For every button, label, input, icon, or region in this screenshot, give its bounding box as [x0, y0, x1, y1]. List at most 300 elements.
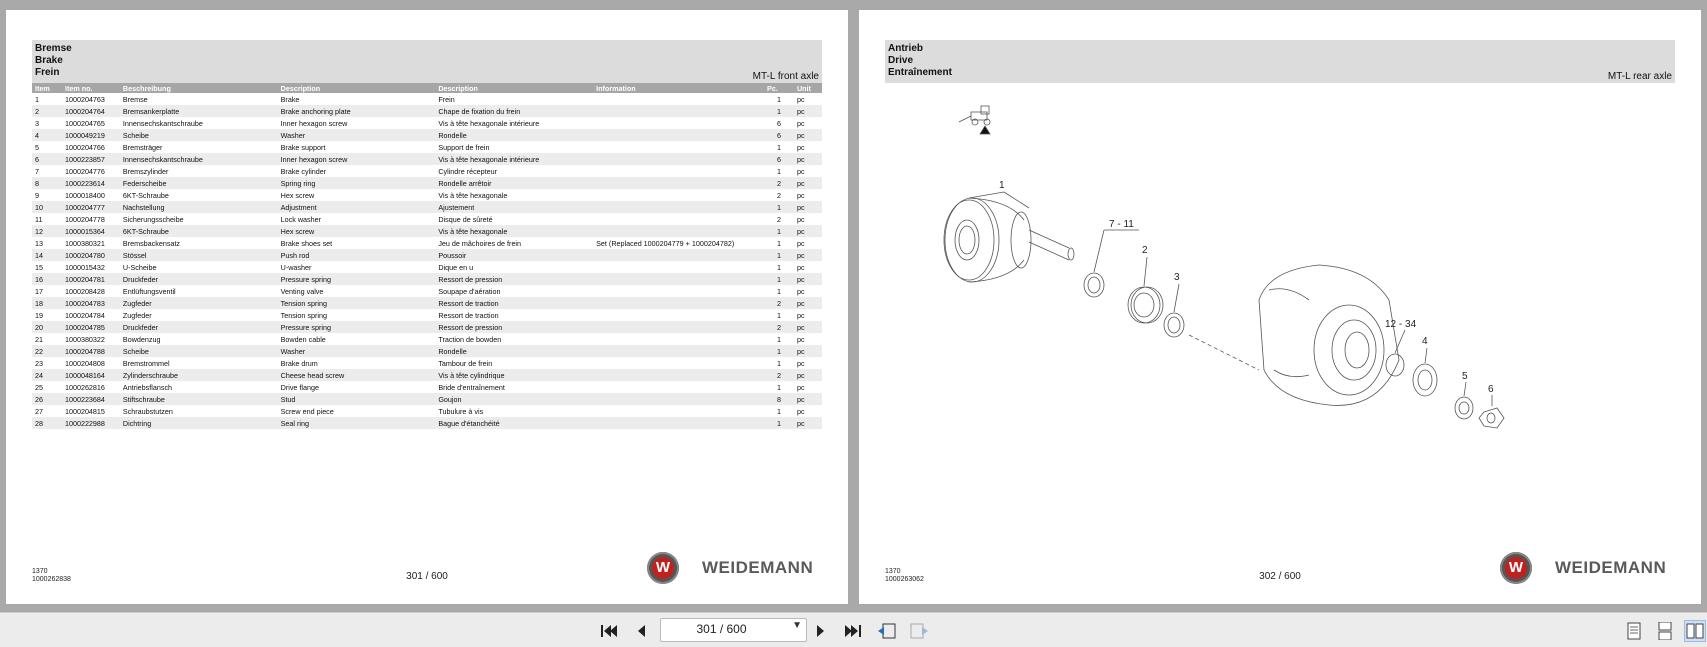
- cell-pc: 1: [777, 142, 781, 152]
- cell-item: 24: [32, 369, 62, 381]
- cell-information: [593, 201, 764, 213]
- table-row: [32, 117, 822, 129]
- cell-beschreibung: Scheibe: [120, 345, 278, 357]
- cell-item: 17: [35, 286, 43, 296]
- cell-description-en: Cheese head screw: [278, 369, 436, 381]
- cell-item: 7: [35, 166, 39, 176]
- cell-item: 25: [35, 382, 43, 392]
- cell-information: [593, 177, 764, 189]
- cell-information: [593, 273, 764, 285]
- cell-item-no: 1000208428: [64, 286, 105, 296]
- cell-beschreibung: Stössel: [120, 249, 278, 261]
- cell-item-no: 1000018400: [64, 190, 105, 200]
- cell-unit: pc: [794, 393, 822, 405]
- current-page-value: 301 / 600: [696, 622, 747, 636]
- cell-description-fr: Rondelle: [435, 345, 593, 357]
- cell-description-fr: Ajustement: [435, 201, 593, 213]
- cell-beschreibung: Zugfeder: [120, 297, 278, 309]
- cell-information: [593, 405, 764, 417]
- cell-description-en: Seal ring: [278, 417, 436, 429]
- cell-item: 10: [32, 201, 62, 213]
- cell-unit: pc: [796, 142, 805, 152]
- cell-unit: pc: [794, 321, 822, 333]
- cell-description-fr: Frein: [438, 94, 455, 104]
- section-header: [32, 40, 822, 83]
- cell-unit: pc: [796, 406, 805, 416]
- cell-item-no: 1000204788: [62, 345, 120, 357]
- cell-item-no: 1000204777: [62, 201, 120, 213]
- cell-item: 27: [35, 406, 43, 416]
- cell-description-fr: Poussoir: [435, 249, 593, 261]
- cell-beschreibung: Bowdenzug: [122, 334, 161, 344]
- col-pc: Pc.: [764, 83, 794, 93]
- cell-description-fr: Vis à tête hexagonale: [435, 225, 593, 237]
- title-de: Bremse: [35, 43, 72, 54]
- cell-description-fr: Vis à tête hexagonale: [438, 190, 508, 200]
- table-row: [32, 225, 822, 237]
- callout-label: 3: [1174, 272, 1180, 283]
- cell-description-en: Tension spring: [280, 310, 327, 320]
- cell-description-fr: Dique en u: [438, 262, 474, 272]
- cell-item-no: 1000015364: [62, 225, 120, 237]
- cell-beschreibung: Schraubstutzen: [122, 406, 173, 416]
- cell-pc: 1: [764, 201, 794, 213]
- part-2-bearing: [1128, 287, 1160, 323]
- part-12-34-ring: [1386, 354, 1404, 376]
- cell-item: 9: [35, 190, 39, 200]
- cell-information: [593, 393, 764, 405]
- table-row: [32, 213, 822, 225]
- cell-beschreibung: Federscheibe: [120, 177, 278, 189]
- part-1-drive-flange: [944, 198, 1074, 282]
- cell-description-en: Adjustment: [278, 201, 436, 213]
- cell-unit: pc: [794, 201, 822, 213]
- cell-description-en: Screw end piece: [280, 406, 334, 416]
- last-page-icon[interactable]: [842, 621, 864, 641]
- cell-pc: 1: [777, 262, 781, 272]
- continuous-view-icon[interactable]: [1654, 620, 1676, 642]
- cell-description-en: Hex screw: [280, 190, 315, 200]
- cell-item: 15: [35, 262, 43, 272]
- table-row: [32, 297, 822, 309]
- table-row: [32, 153, 822, 165]
- cell-pc: 1: [777, 238, 781, 248]
- previous-view-icon[interactable]: [876, 621, 898, 641]
- table-row: [32, 165, 822, 177]
- cell-beschreibung: Druckfeder: [120, 273, 278, 285]
- cell-beschreibung: Bremszylinder: [122, 166, 169, 176]
- cell-item-no: 1000223614: [62, 177, 120, 189]
- cell-information: [593, 249, 764, 261]
- cell-description-fr: Tubulure à vis: [438, 406, 484, 416]
- cell-item: 4: [32, 129, 62, 141]
- cell-unit: pc: [794, 225, 822, 237]
- cell-information: [593, 129, 764, 141]
- cell-information: [593, 93, 764, 105]
- cell-information: [593, 357, 764, 369]
- cell-description-en: Inner hexagon screw: [278, 153, 436, 165]
- cell-information: [593, 189, 764, 201]
- cell-item-no: 1000204765: [64, 118, 105, 128]
- cell-description-en: Brake drum: [280, 358, 318, 368]
- table-row: [32, 105, 822, 117]
- cell-description-en: Washer: [278, 129, 436, 141]
- section-titles: [35, 43, 72, 79]
- cell-pc: 2: [777, 190, 781, 200]
- cell-information: [593, 261, 764, 273]
- table-row: [32, 369, 822, 381]
- cell-item: 21: [35, 334, 43, 344]
- table-row: [32, 285, 822, 297]
- document-page-left: [6, 10, 848, 604]
- cell-unit: pc: [794, 129, 822, 141]
- previous-page-icon[interactable]: [630, 621, 652, 641]
- cell-pc: 1: [764, 249, 794, 261]
- table-row: [32, 177, 822, 189]
- cell-description-en: Stud: [278, 393, 436, 405]
- table-row: [32, 345, 822, 357]
- cell-pc: 1: [777, 358, 781, 368]
- cell-description-en: Pressure spring: [278, 321, 436, 333]
- cell-description-fr: Traction de bowden: [438, 334, 502, 344]
- cell-item-no: 1000204763: [64, 94, 105, 104]
- cell-description-fr: Vis à tête hexagonale intérieure: [438, 118, 540, 128]
- single-page-view-icon[interactable]: [1623, 620, 1645, 642]
- parts-table-header: [32, 83, 822, 93]
- cell-pc: 8: [764, 393, 794, 405]
- cell-unit: pc: [796, 238, 805, 248]
- cell-description-en: Hex screw: [278, 225, 436, 237]
- cell-unit: pc: [796, 358, 805, 368]
- cell-pc: 1: [777, 406, 781, 416]
- cell-beschreibung: 6KT-Schraube: [120, 225, 278, 237]
- cell-unit: pc: [796, 310, 805, 320]
- cell-pc: 1: [777, 382, 781, 392]
- cell-unit: pc: [796, 94, 805, 104]
- cell-item-no: 1000204766: [64, 142, 105, 152]
- cell-description-fr: Bride d'entraînement: [438, 382, 505, 392]
- cell-description-fr: Vis à tête hexagonale intérieure: [435, 153, 593, 165]
- cell-pc: 6: [764, 153, 794, 165]
- part-5-washer: [1455, 397, 1473, 419]
- cell-description-fr: Cylindre récepteur: [438, 166, 498, 176]
- table-row: [32, 417, 822, 429]
- table-row: [32, 357, 822, 369]
- cell-item: 2: [32, 105, 62, 117]
- title-fr: Entraînement: [888, 67, 952, 78]
- col-information: Information: [593, 83, 764, 93]
- cell-item-no: 1000204783: [62, 297, 120, 309]
- cell-description-fr: Disque de sûreté: [438, 214, 493, 224]
- cell-item: 6: [32, 153, 62, 165]
- cell-description-en: Pressure spring: [278, 273, 436, 285]
- weidemann-logo-mark-icon: W: [1500, 552, 1532, 584]
- cell-item-no: 1000204815: [64, 406, 105, 416]
- cell-information: [593, 225, 764, 237]
- cell-item-no: 1000204764: [62, 105, 120, 117]
- footer-code-1: 1370: [885, 568, 901, 575]
- cell-unit: pc: [794, 417, 822, 429]
- cell-unit: pc: [796, 262, 805, 272]
- cell-unit: pc: [794, 105, 822, 117]
- cell-beschreibung: Bremsbackensatz: [122, 238, 181, 248]
- cell-description-en: U-washer: [280, 262, 312, 272]
- cell-description-fr: Vis à tête cylindrique: [435, 369, 593, 381]
- cell-unit: pc: [796, 334, 805, 344]
- cell-description-fr: Ressort de pression: [435, 321, 593, 333]
- cell-information: [593, 417, 764, 429]
- cell-beschreibung: Antriebsflansch: [122, 382, 173, 392]
- cell-pc: 2: [764, 177, 794, 189]
- callout-label: 2: [1142, 245, 1148, 256]
- table-row: [32, 321, 822, 333]
- title-en: Brake: [35, 55, 63, 66]
- cell-unit: pc: [794, 369, 822, 381]
- cell-item-no: 1000204781: [62, 273, 120, 285]
- cell-description-en: Bowden cable: [280, 334, 326, 344]
- cell-item-no: 1000204785: [62, 321, 120, 333]
- cell-item-no: 1000204780: [62, 249, 120, 261]
- model-label: MT-L rear axle: [1607, 71, 1672, 82]
- cell-description-fr: Jeu de mâchoires de frein: [438, 238, 522, 248]
- cell-description-en: Washer: [278, 345, 436, 357]
- cell-description-fr: Rondelle: [435, 129, 593, 141]
- cell-beschreibung: Stiftschraube: [120, 393, 278, 405]
- cell-beschreibung: Bremstrommel: [122, 358, 170, 368]
- cell-pc: 1: [777, 94, 781, 104]
- cell-unit: pc: [796, 190, 805, 200]
- axle-housing: [1259, 265, 1399, 405]
- cell-unit: pc: [796, 286, 805, 296]
- table-row: [32, 249, 822, 261]
- cell-item: 20: [32, 321, 62, 333]
- cell-item-no: 1000049219: [62, 129, 120, 141]
- cell-beschreibung: Dichtring: [120, 417, 278, 429]
- cell-item-no: 1000223684: [62, 393, 120, 405]
- cell-beschreibung: Scheibe: [120, 129, 278, 141]
- cell-unit: pc: [796, 166, 805, 176]
- cell-beschreibung: Innensechskantschraube: [120, 153, 278, 165]
- parts-table: [32, 83, 822, 429]
- cell-description-en: Inner hexagon screw: [280, 118, 348, 128]
- col-beschreibung: Beschreibung: [120, 83, 278, 93]
- cell-information: [593, 285, 764, 297]
- parts-table-body: [32, 93, 822, 429]
- cell-item: 26: [32, 393, 62, 405]
- cell-unit: pc: [794, 177, 822, 189]
- table-row: [32, 189, 822, 201]
- callout-label: 12 - 34: [1385, 319, 1417, 330]
- chevron-down-icon[interactable]: ▼: [792, 620, 802, 631]
- cell-beschreibung: 6KT-Schraube: [122, 190, 169, 200]
- cell-beschreibung: Druckfeder: [120, 321, 278, 333]
- cell-item-no: 1000048164: [62, 369, 120, 381]
- cell-description-fr: Ressort de pression: [435, 273, 593, 285]
- cell-information: [593, 117, 764, 129]
- cell-description-en: Tension spring: [278, 297, 436, 309]
- col-description-en: Description: [278, 83, 436, 93]
- cell-item: 12: [32, 225, 62, 237]
- cell-pc: 1: [764, 105, 794, 117]
- cell-pc: 2: [764, 369, 794, 381]
- table-row: [32, 333, 822, 345]
- cell-item: 8: [32, 177, 62, 189]
- cell-information: [593, 213, 764, 225]
- weidemann-logo: [1500, 552, 1690, 588]
- cell-beschreibung: U-Scheibe: [122, 262, 157, 272]
- next-view-icon[interactable]: [908, 621, 930, 641]
- cell-pc: 1: [764, 417, 794, 429]
- table-row: [32, 237, 822, 249]
- cell-description-fr: Rondelle arrêtoir: [435, 177, 593, 189]
- model-label: MT-L front axle: [752, 71, 819, 82]
- cell-description-en: Drive flange: [280, 382, 319, 392]
- document-page-right: [859, 10, 1701, 604]
- cell-unit: pc: [796, 118, 805, 128]
- cell-unit: pc: [794, 153, 822, 165]
- page-number-input[interactable]: [660, 618, 807, 642]
- cell-pc: 1: [777, 166, 781, 176]
- table-row: [32, 261, 822, 273]
- cell-beschreibung: Innensechskantschraube: [122, 118, 203, 128]
- cell-item: 23: [35, 358, 43, 368]
- cell-information: [593, 381, 764, 393]
- callout-label: 5: [1462, 371, 1468, 382]
- cell-pc: 1: [764, 345, 794, 357]
- weidemann-logo: [647, 552, 837, 588]
- cell-item: 5: [35, 142, 39, 152]
- cell-description-fr: Ressort de traction: [435, 297, 593, 309]
- table-row: [32, 381, 822, 393]
- table-row: [32, 273, 822, 285]
- col-item: Item: [32, 83, 62, 93]
- table-row: [32, 405, 822, 417]
- next-page-icon[interactable]: [810, 621, 832, 641]
- cell-item-no: 1000204778: [64, 214, 105, 224]
- machine-location-icon: [959, 106, 990, 134]
- cell-pc: 1: [777, 334, 781, 344]
- cell-description-fr: Chape de fixation du frein: [435, 105, 593, 117]
- cell-item-no: 1000222988: [62, 417, 120, 429]
- cell-item-no: 1000380321: [64, 238, 105, 248]
- cell-item-no: 1000262816: [64, 382, 105, 392]
- cell-information: [593, 297, 764, 309]
- cell-description-en: Brake support: [280, 142, 326, 152]
- footer-code-2: 1000263062: [885, 576, 924, 583]
- cell-pc: 6: [764, 129, 794, 141]
- title-de: Antrieb: [888, 43, 923, 54]
- cell-description-fr: Tambour de frein: [438, 358, 493, 368]
- table-row: [32, 309, 822, 321]
- cell-description-en: Brake: [280, 94, 300, 104]
- title-fr: Frein: [35, 67, 60, 78]
- cell-information: [593, 369, 764, 381]
- cell-description-fr: Support de frein: [438, 142, 490, 152]
- footer-code-1: 1370: [32, 568, 48, 575]
- cell-item: 14: [32, 249, 62, 261]
- table-row: [32, 393, 822, 405]
- cell-item-no: 1000204776: [64, 166, 105, 176]
- cell-description-en: Lock washer: [280, 214, 321, 224]
- cell-item-no: 1000223857: [62, 153, 120, 165]
- cell-item-no: 1000380322: [64, 334, 105, 344]
- page-number: 302 / 600: [1259, 571, 1301, 582]
- cell-item: 18: [32, 297, 62, 309]
- cell-pc: 2: [764, 321, 794, 333]
- cell-beschreibung: Zylinderschraube: [120, 369, 278, 381]
- cell-information: [593, 153, 764, 165]
- section-titles: [888, 43, 952, 79]
- footer-code-2: 1000262838: [32, 576, 71, 583]
- cell-description-fr: Goujon: [435, 393, 593, 405]
- section-header: [885, 40, 1675, 83]
- cell-description-en: Brake shoes set: [280, 238, 333, 248]
- cell-information: [593, 105, 764, 117]
- part-4-bearing: [1413, 364, 1437, 396]
- first-page-icon[interactable]: [598, 621, 620, 641]
- table-row: [32, 141, 822, 153]
- cell-information: [593, 165, 764, 177]
- callout-label: 7 - 11: [1109, 219, 1134, 230]
- col-item-no: Item no.: [62, 83, 120, 93]
- cell-beschreibung: Zugfeder: [122, 310, 152, 320]
- cell-information: [593, 345, 764, 357]
- cell-item: 16: [32, 273, 62, 285]
- brand-wordmark: WEIDEMANN: [1555, 558, 1667, 577]
- cell-beschreibung: Nachstellung: [120, 201, 278, 213]
- cell-pc: 6: [777, 118, 781, 128]
- cell-pc: 1: [777, 310, 781, 320]
- title-en: Drive: [888, 55, 914, 66]
- col-unit: Unit: [794, 83, 822, 93]
- cell-information: [593, 333, 764, 345]
- cell-unit: pc: [794, 345, 822, 357]
- table-row: [32, 93, 822, 105]
- cell-beschreibung: Bremse: [122, 94, 148, 104]
- cell-item-no: 1000204808: [64, 358, 105, 368]
- part-6-nut: [1479, 408, 1504, 428]
- cell-unit: pc: [796, 214, 805, 224]
- cell-beschreibung: Entlüftungsventil: [122, 286, 176, 296]
- col-description-fr: Description: [435, 83, 593, 93]
- cell-item-no: 1000204784: [64, 310, 105, 320]
- cell-item: 11: [35, 214, 43, 224]
- cell-beschreibung: Bremsträger: [122, 142, 163, 152]
- weidemann-logo-mark-icon: W: [647, 552, 679, 584]
- cell-item: 19: [35, 310, 43, 320]
- callout-label: 6: [1488, 384, 1494, 395]
- cell-information: Set (Replaced 1000204779 + 1000204782): [596, 238, 735, 248]
- table-row: [32, 129, 822, 141]
- cell-description-fr: Soupape d'aération: [438, 286, 501, 296]
- cell-item: 3: [35, 118, 39, 128]
- cell-beschreibung: Sicherungsscheibe: [122, 214, 184, 224]
- cell-item: 13: [35, 238, 43, 248]
- cell-item: 22: [32, 345, 62, 357]
- cell-item: 1: [35, 94, 39, 104]
- cell-description-fr: Ressort de traction: [438, 310, 499, 320]
- cell-description-en: Brake anchoring plate: [278, 105, 436, 117]
- cell-description-en: Venting valve: [280, 286, 324, 296]
- cell-unit: pc: [796, 382, 805, 392]
- two-page-view-icon[interactable]: [1684, 620, 1706, 642]
- cell-description-en: Push rod: [278, 249, 436, 261]
- callout-label: 1: [999, 180, 1005, 191]
- cell-pc: 2: [764, 297, 794, 309]
- cell-description-fr: Bague d'étanchéité: [435, 417, 593, 429]
- exploded-parts-diagram: [929, 100, 1549, 500]
- cell-pc: 1: [764, 273, 794, 285]
